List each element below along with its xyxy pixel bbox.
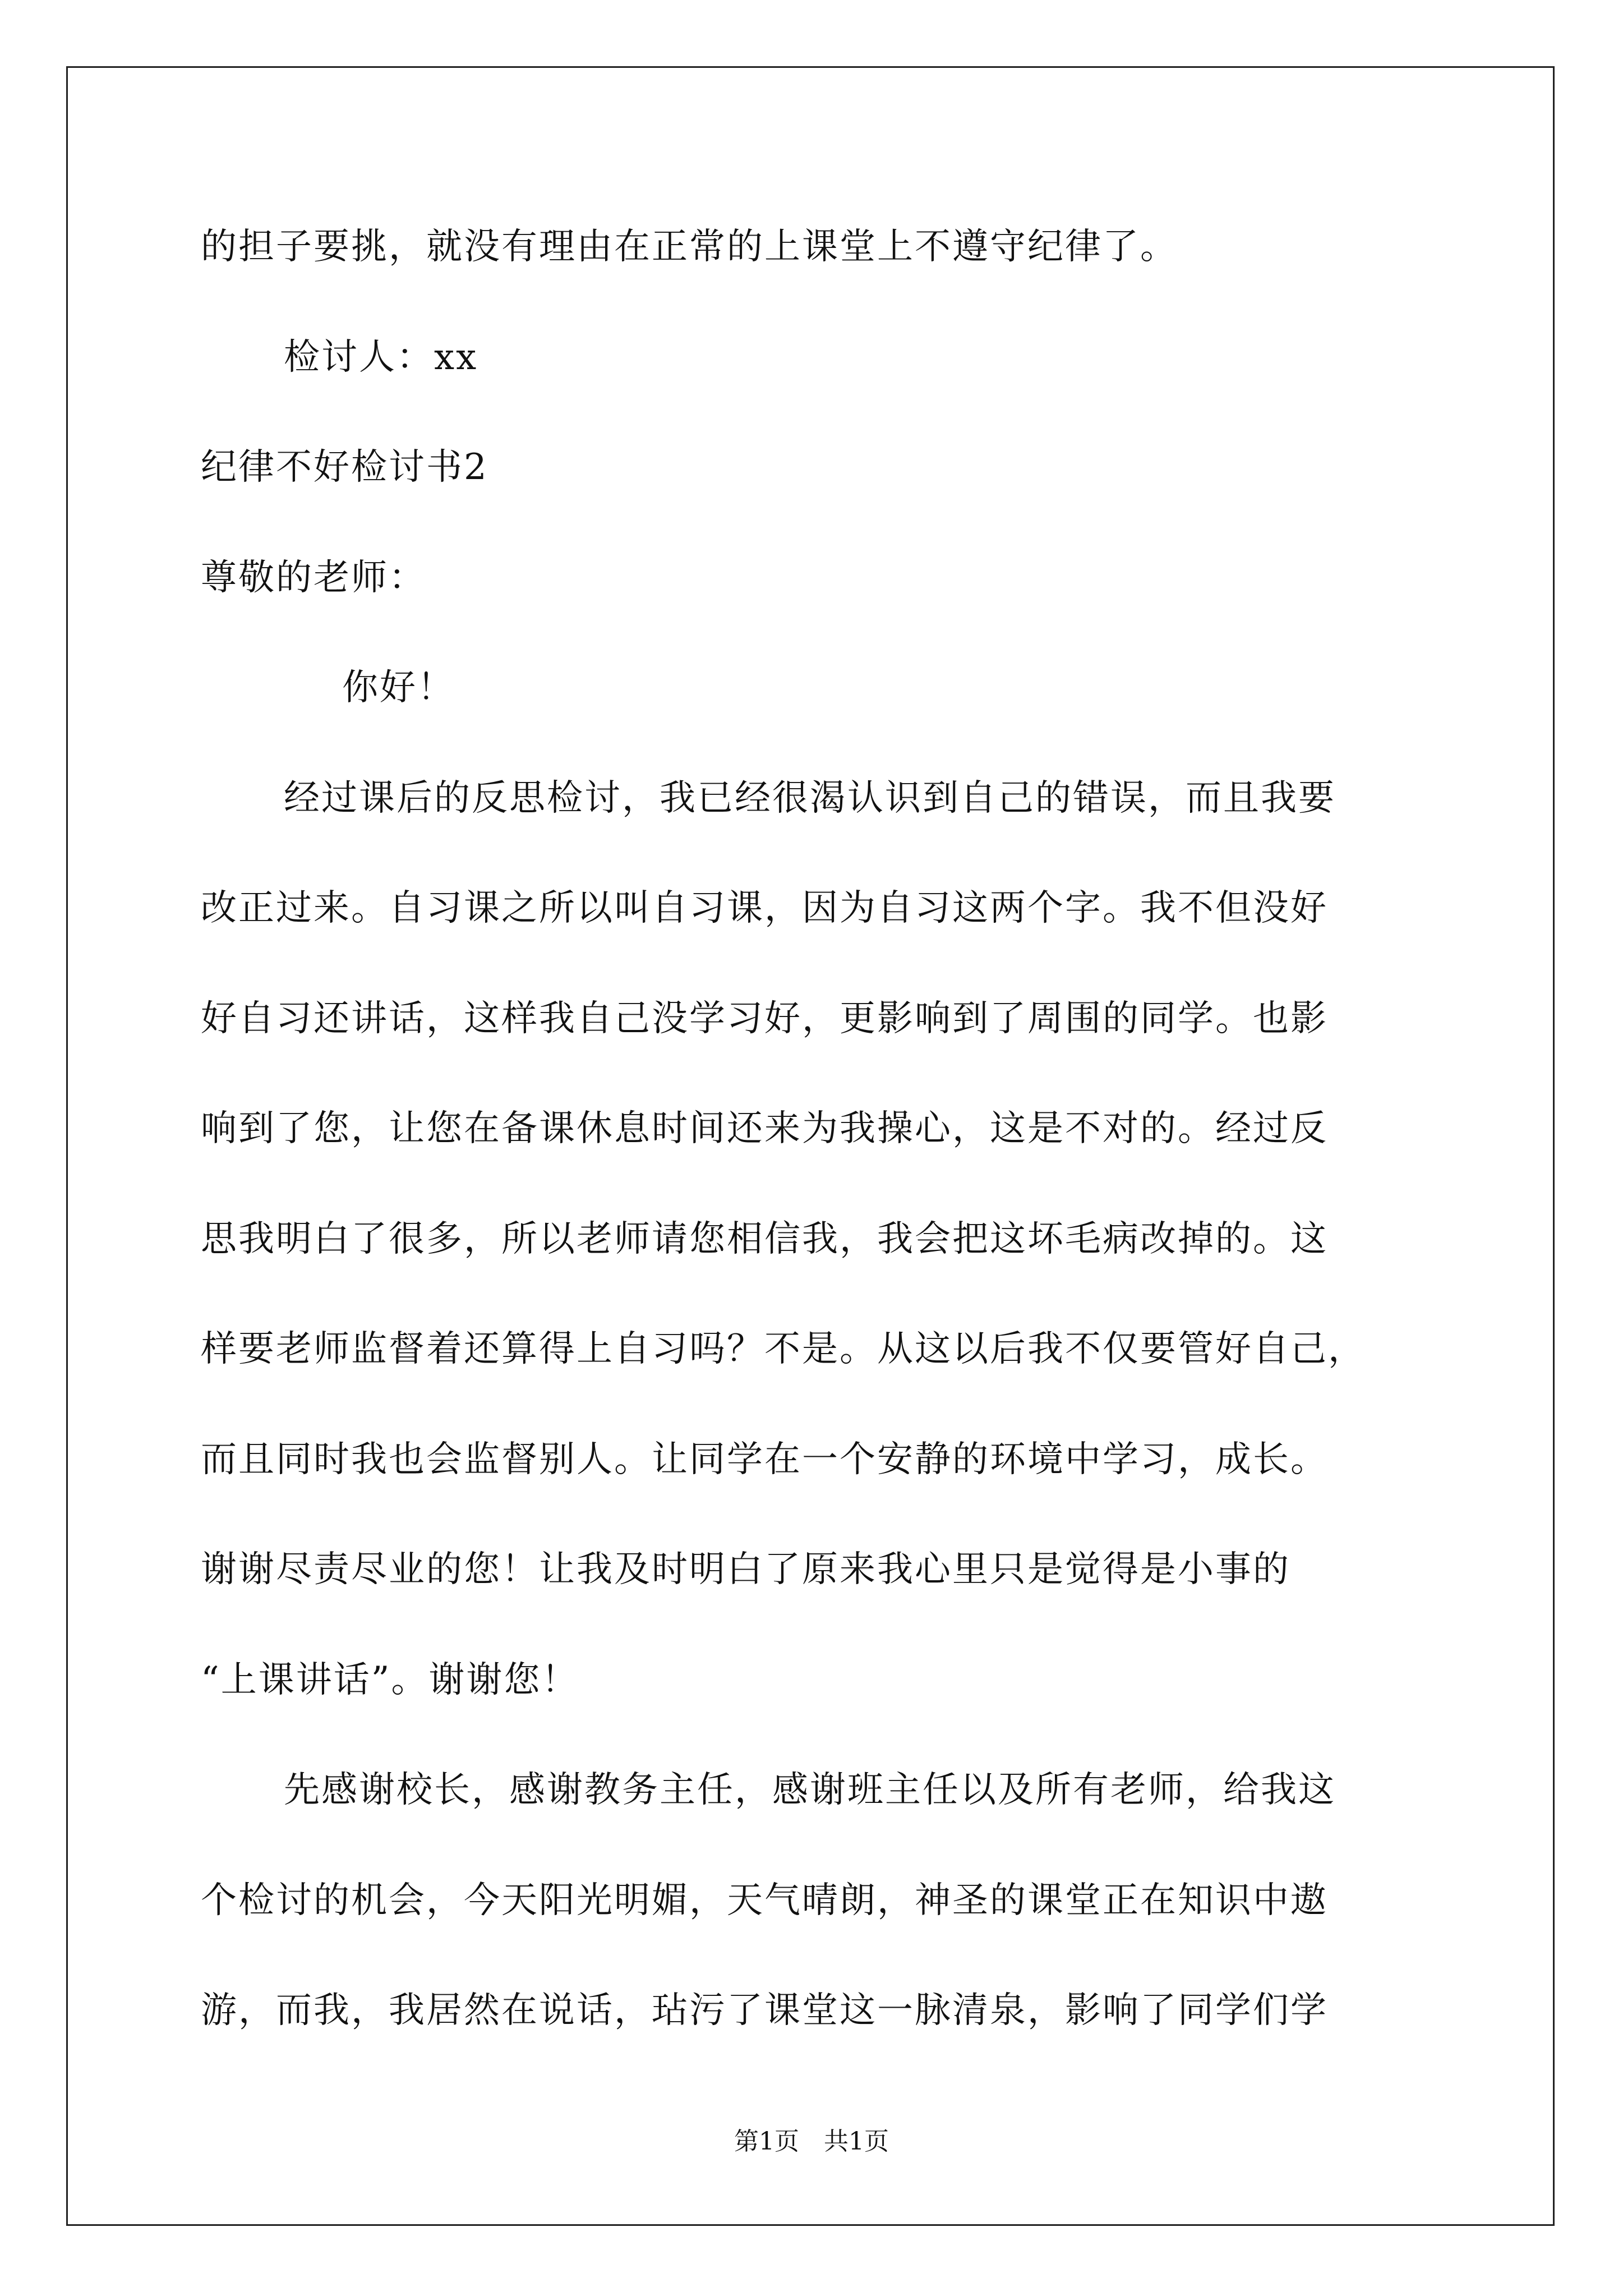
text-line: 样要老师监督着还算得上自习吗？不是。从这以后我不仅要管好自己， <box>201 1328 1366 1370</box>
page-number: 第1页 <box>734 2127 799 2156</box>
text-line: 思我明白了很多，所以老师请您相信我，我会把这坏毛病改掉的。这 <box>201 1218 1328 1260</box>
page-total: 共1页 <box>824 2127 889 2156</box>
text-line: 谢谢尽责尽业的您！让我及时明白了原来我心里只是觉得是小事的 <box>201 1549 1290 1590</box>
text-line: 好自习还讲话，这样我自己没学习好，更影响到了周围的同学。也影 <box>201 998 1328 1039</box>
page-footer <box>0 2126 1623 2157</box>
greeting: 你好！ <box>342 667 455 708</box>
text-line: 的担子要挑，就没有理由在正常的上课堂上不遵守纪律了。 <box>201 226 1178 268</box>
text-line: 个检讨的机会，今天阳光明媚，天气晴朗，神圣的课堂正在知识中遨 <box>201 1880 1328 1921</box>
text-line: 而且同时我也会监督别人。让同学在一个安静的环境中学习，成长。 <box>201 1439 1328 1480</box>
text-line: 游，而我，我居然在说话，玷污了课堂这一脉清泉，影响了同学们学 <box>201 1990 1328 2031</box>
text-line: 经过课后的反思检讨，我已经很渴认识到自己的错误，而且我要 <box>284 777 1336 819</box>
text-line: “上课讲话”。谢谢您！ <box>201 1659 579 1701</box>
text-line: 响到了您，让您在备课休息时间还来为我操心，这是不对的。经过反 <box>201 1108 1328 1149</box>
text-line: 先感谢校长，感谢教务主任，感谢班主任以及所有老师，给我这 <box>284 1769 1336 1811</box>
section-title: 纪律不好检讨书2 <box>201 447 488 488</box>
salutation: 尊敬的老师： <box>201 557 426 599</box>
text-line: 改正过来。自习课之所以叫自习课，因为自习这两个字。我不但没好 <box>201 887 1328 929</box>
signature-line: 检讨人：xx <box>284 337 478 378</box>
